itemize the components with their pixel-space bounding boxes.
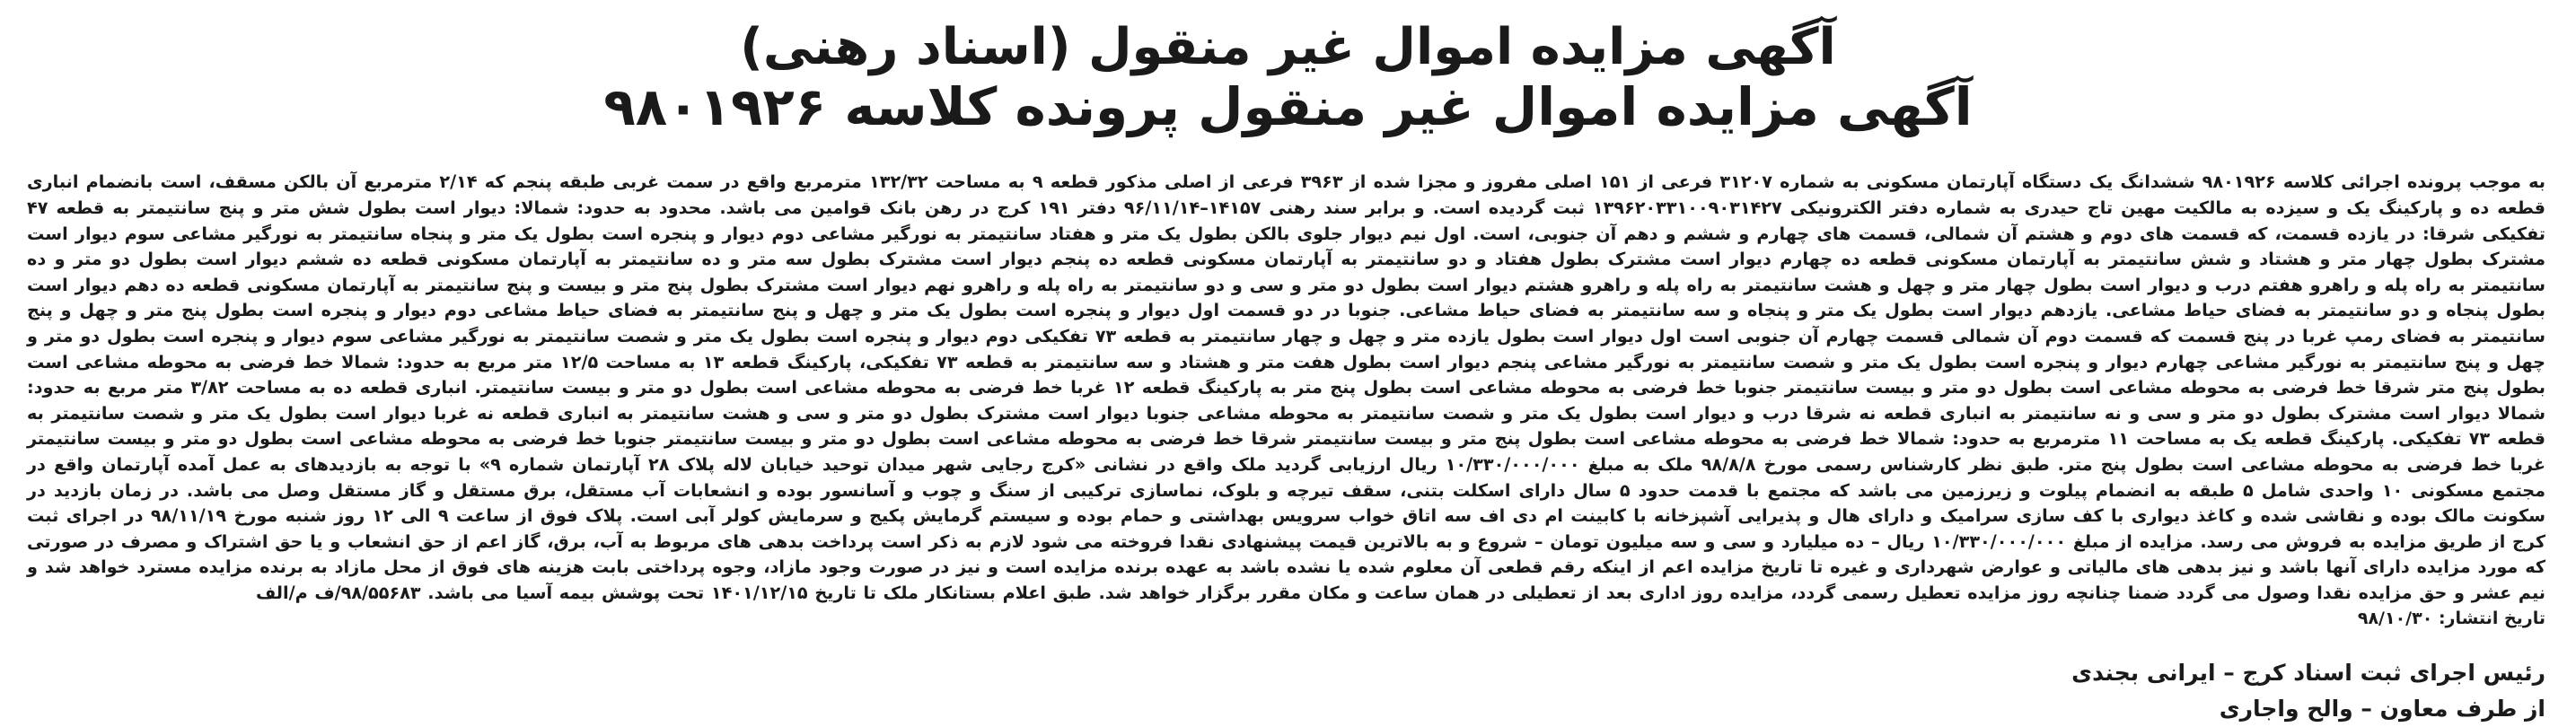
notice-body [9, 170, 2567, 606]
notice-title-case-number: آگهی مزایده اموال غیر منقول پرونده کلاسه ۹۸۰۱۹۲۶ [603, 75, 1973, 137]
publish-date: تاریخ انتشار: ۹۸/۱۰/۳۰ [2357, 609, 2545, 629]
notice-title-primary: آگهی مزایده اموال غیر منقول (اسناد رهنی) [740, 18, 1836, 76]
notice-body-paragraph: به موجب پرونده اجرائی کلاسه ۹۸۰۱۹۲۶ ششدانگ یک دستگاه آپارتمان مسکونی به شماره ۳۱۲۰۷ فرعی از ۱۵۱ اصلی مفروز و مجزا شده از ۳۹۶۳ فرعی از اصلی مذکور قطعه ۹ به مساحت ۱۳۲/۳۲ مترمربع واقع در سمت غربی طبقه پنجم که ۲/۱۴ مترمربع آن بالکن مسقف، است بانضمام انباری قطعه ده و پارکینگ یک و سیزده به مالکیت مهین تاج حیدری به شماره دفتر الکترونیکی ۱۳۹۶۲۰۳۳۱۰۰۹۰۳۱۴۲۷ ثبت گردیده است. و برابر سند رهنی ۱۴۱۵۷–۹۶/۱۱/۱۴ دفتر ۱۹۱ کرج در رهن بانک قوامین می باشد. محدود به حدود: شمالا: دیوار است بطول شش متر و پنج سانتیمتر به قطعه ۴۷ تفکیکی شرقا: در یازده قسمت، که قسمت های دوم و هشتم آن شمالی، قسمت های چهارم و ششم و دهم آن جنوبی، است. اول نیم دیوار جلوی بالکن بطول یک متر و هفتاد سانتیمتر به نورگیر مشاعی دوم دیوار و پنجره است بطول یک متر و پنجاه سانتیمتر به نورگیر مشاعی سوم دیوار است مشترک بطول چهار متر و هشتاد و شش سانتیمتر به آپارتمان مسکونی قطعه ده چهارم دیوار است مشترک بطول هفتاد و دو سانتیمتر به آپارتمان مسکونی قطعه ده پنجم دیوار است مشترک بطول سه متر و ده سانتیمتر به آپارتمان مسکونی قطعه ده ششم دیوار است بطول دو متر و ده سانتیمتر به راه پله و راهرو هفتم درب و دیوار است بطول چهار متر و چهل و هشت سانتیمتر به راه پله و راهرو هشتم دیوار است بطول دو متر و سی و دو سانتیمتر به راه پله و راهرو نهم دیوار است مشترک بطول پنج متر و بیست و پنج سانتیمتر به آپارتمان مسکونی قطعه ده دهم دیوار است بطول پنجاه و دو سانتیمتر به فضای حیاط مشاعی. یازدهم دیوار است بطول یک متر و پنجاه و سه سانتیمتر به فضای حیاط مشاعی. جنوبا در دو قسمت اول دیوار و پنجره است بطول یک متر و چهل و پنج سانتیمتر به فضای حیاط مشاعی دوم دیوار و پنجره است بطول پنج متر و چهل و پنج سانتیمتر به فضای رمپ غربا در پنج قسمت که قسمت دوم آن شمالی قسمت چهارم آن جنوبی است اول دیوار است بطول یازده متر و چهل و چهار سانتیمتر به قطعه ۷۳ تفکیکی دوم دیوار و پنجره است بطول یک متر و شصت سانتیمتر به نورگیر مشاعی سوم دیوار و پنجره است بطول دو متر و چهل و پنج سانتیمتر به نورگیر مشاعی چهارم دیوار و پنجره است بطول یک متر و شصت سانتیمتر به نورگیر مشاعی پنجم دیوار است بطول هفت متر و هشتاد و سه سانتیمتر به قطعه ۷۳ تفکیکی، پارکینگ قطعه ۱۳ به مساحت ۱۲/۵ متر مربع به حدود: شمالا خط فرضی به محوطه مشاعی است بطول پنج متر شرقا خط فرضی به محوطه مشاعی است بطول دو متر و بیست سانتیمتر جنوبا خط فرضی به محوطه مشاعی است بطول پنج متر به پارکینگ قطعه ۱۲ غربا خط فرضی به محوطه مشاعی است بطول دو متر و بیست سانتیمتر. انباری قطعه ده به مساحت ۳/۸۲ متر مربع به حدود: شمالا دیوار است مشترک بطول دو متر و سی و نه سانتیمتر به انباری قطعه نه شرقا درب و دیوار است بطول یک متر و شصت سانتیمتر به محوطه مشاعی جنوبا دیوار است مشترک بطول دو متر و سی و هشت سانتیمتر به انباری قطعه نه غربا دیوار است بطول یک متر و شصت سانتیمتر به قطعه ۷۳ تفکیکی. پارکینگ قطعه یک به مساحت ۱۱ مترمربع به حدود: شمالا خط فرضی به محوطه مشاعی است بطول پنج متر و بیست سانتیمتر شرقا خط فرضی به محوطه مشاعی است بطول دو متر و بیست سانتیمتر جنوبا خط فرضی به محوطه مشاعی است بطول دو متر و بیست سانتیمتر غربا خط فرضی به محوطه مشاعی است بطول پنج متر. طبق نظر کارشناس رسمی مورخ ۹۸/۸/۸ ملک به مبلغ ۱۰/۳۳۰/۰۰۰/۰۰۰ ریال ارزیابی گردید ملک واقع در نشانی «کرج رجایی شهر میدان توحید خیابان لاله پلاک ۲۸ آپارتمان شماره ۹» با توجه به بازدیدهای به عمل آمده آپارتمان واقع در مجتمع مسکونی ۱۰ واحدی شامل ۵ طبقه به انضمام پیلوت و زیرزمین می باشد که مجتمع با قدمت حدود ۵ سال دارای اسکلت بتنی، سقف تیرچه و بلوک، نماسازی ترکیبی از سنگ و چوب و آسانسور بوده و انشعابات آب مستقل، برق مستقل و گاز مستقل وصل می باشد. در زمان بازدید در سکونت مالک بوده و نقاشی شده و کاغذ دیواری با کف سازی سرامیک و دارای هال و پذیرایی آشپزخانه با کابینت ام دی اف سه اتاق خواب سرویس بهداشتی و حمام بوده و سیستم گرمایش پکیج و سرمایش کولر آبی است. پلاک فوق از ساعت ۹ الی ۱۲ روز شنبه مورخ ۹۸/۱۱/۱۹ در اجرای ثبت کرج از طریق مزایده به فروش می رسد. مزایده از مبلغ ۱۰/۳۳۰/۰۰۰/۰۰۰ ریال – ده میلیارد و سی و سه میلیون تومان – شروع و به بالاترین قیمت پیشنهادی نقدا فروخته می شود لازم به ذکر است پرداخت بدهی های مربوط به آب، برق، گاز اعم از حق انشعاب و یا حق اشتراک و مصرف در صورتی که مورد مزایده دارای آنها باشد و نیز بدهی های مالیاتی و عوارض شهرداری و غیره تا تاریخ مزایده اعم از اینکه رقم قطعی آن معلوم شده یا نشده باشد به عهده برنده مزایده است و نیز در صورت وجود مازاد، وجوه پرداختی بابت هزینه های فوق از محل مازاد به برنده مزایده مسترد خواهد شد و نیم عشر و حق مزایده نقدا وصول می گردد ضمنا چنانچه روز مزایده تعطیل رسمی گردد، مزایده روز اداری بعد از تعطیلی در همان ساعت و مکان مقرر برگزار خواهد شد. طبق اعلام بستانکار ملک تا تاریخ ۱۴۰۱/۱۲/۱۵ تحت پوشش بیمه آسیا می باشد. ۹۸/۵۵۶۸۳/ف م/الف [27, 171, 2546, 603]
signature-block [9, 655, 2567, 727]
signature-head-of-registry: رئیس اجرای ثبت اسناد کرج – ایرانی بجندی [2071, 660, 2545, 687]
auction-notice [9, 13, 2567, 723]
signature-deputy: از طرف معاون – والح واجاری [2219, 696, 2545, 723]
